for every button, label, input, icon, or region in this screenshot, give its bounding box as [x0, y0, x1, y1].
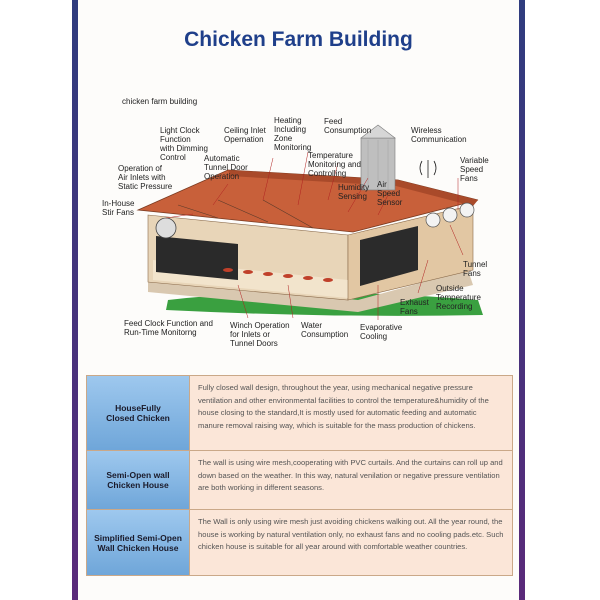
table-row — [86, 450, 513, 510]
label-heating: Heating Including Zone Monitoring — [274, 116, 312, 152]
house-types-table — [86, 376, 513, 576]
stir-fan — [156, 218, 176, 238]
wireless-icon — [420, 160, 436, 178]
row-heading: Semi-Open wall Chicken House — [87, 451, 190, 509]
label-winch: Winch Operation for Inlets or Tunnel Doors — [230, 321, 290, 348]
table-row — [86, 375, 513, 451]
row-heading: HouseFully Closed Chicken — [87, 376, 190, 450]
label-air-inlets: Operation of Air Inlets with Static Pressure — [118, 164, 173, 191]
label-feed-consumption: Feed Consumption — [324, 117, 372, 135]
row-heading: Simplified Semi-Open Wall Chicken House — [87, 510, 190, 575]
farm-diagram — [78, 0, 519, 360]
label-wireless: Wireless Communication — [411, 126, 467, 144]
document-page — [78, 0, 519, 600]
label-humidity: Humidity Sensing — [338, 183, 370, 201]
label-evaporative: Evaporative Cooling — [360, 323, 403, 341]
label-ceiling-inlet: Ceiling Inlet Opernation — [224, 126, 266, 144]
label-exhaust-fans: Exhaust Fans — [400, 298, 429, 316]
row-description: Fully closed wall design, throughout the year, using mechanical negative pressure ventilation and other environmental facilities to control the temperature&humidity of the house closing to the standard,It is mostly used for automatic feeding and automatic manure removal raising way, which is suitable for the mass production of chickens. — [190, 376, 512, 450]
label-light-clock: Light Clock Function with Dimming Control — [160, 126, 209, 162]
label-tunnel-door: Automatic Tunnel Door Operation — [204, 154, 248, 181]
label-water: Water Consumption — [301, 321, 349, 339]
label-air-speed: Air Speed Sensor — [377, 180, 403, 207]
table-row — [86, 509, 513, 576]
label-tunnel-fans: Tunnel Fans — [463, 260, 488, 278]
diagram-caption: chicken farm building — [122, 97, 198, 106]
label-feed-clock: Feed Clock Function and Run-Time Monitorng — [124, 319, 213, 337]
page-title: Chicken Farm Building — [184, 28, 413, 51]
label-variable-fans: Variable Speed Fans — [460, 156, 489, 183]
label-temperature: Temperature Monitoring and Controlling — [308, 151, 361, 178]
row-description: The wall is using wire mesh,cooperating with PVC curtails. And the curtains can roll up and down based on the weather. In this way, natural venilation or negative pressure ventilation are both working in different seasons. — [190, 451, 512, 509]
right-border — [519, 0, 525, 600]
label-outside-temperature: Outside Temperature Recording — [436, 284, 481, 311]
label-stir-fans: In-House Stir Fans — [102, 199, 135, 217]
tunnel-fan — [426, 213, 440, 227]
row-description: The Wall is only using wire mesh just avoiding chickens walking out. All the year round, the house is working by natural ventilation only, no exhaust fans and no cooling pads.etc. Such chicken house is suitable for all year around with comfortable weather countries. — [190, 510, 512, 575]
